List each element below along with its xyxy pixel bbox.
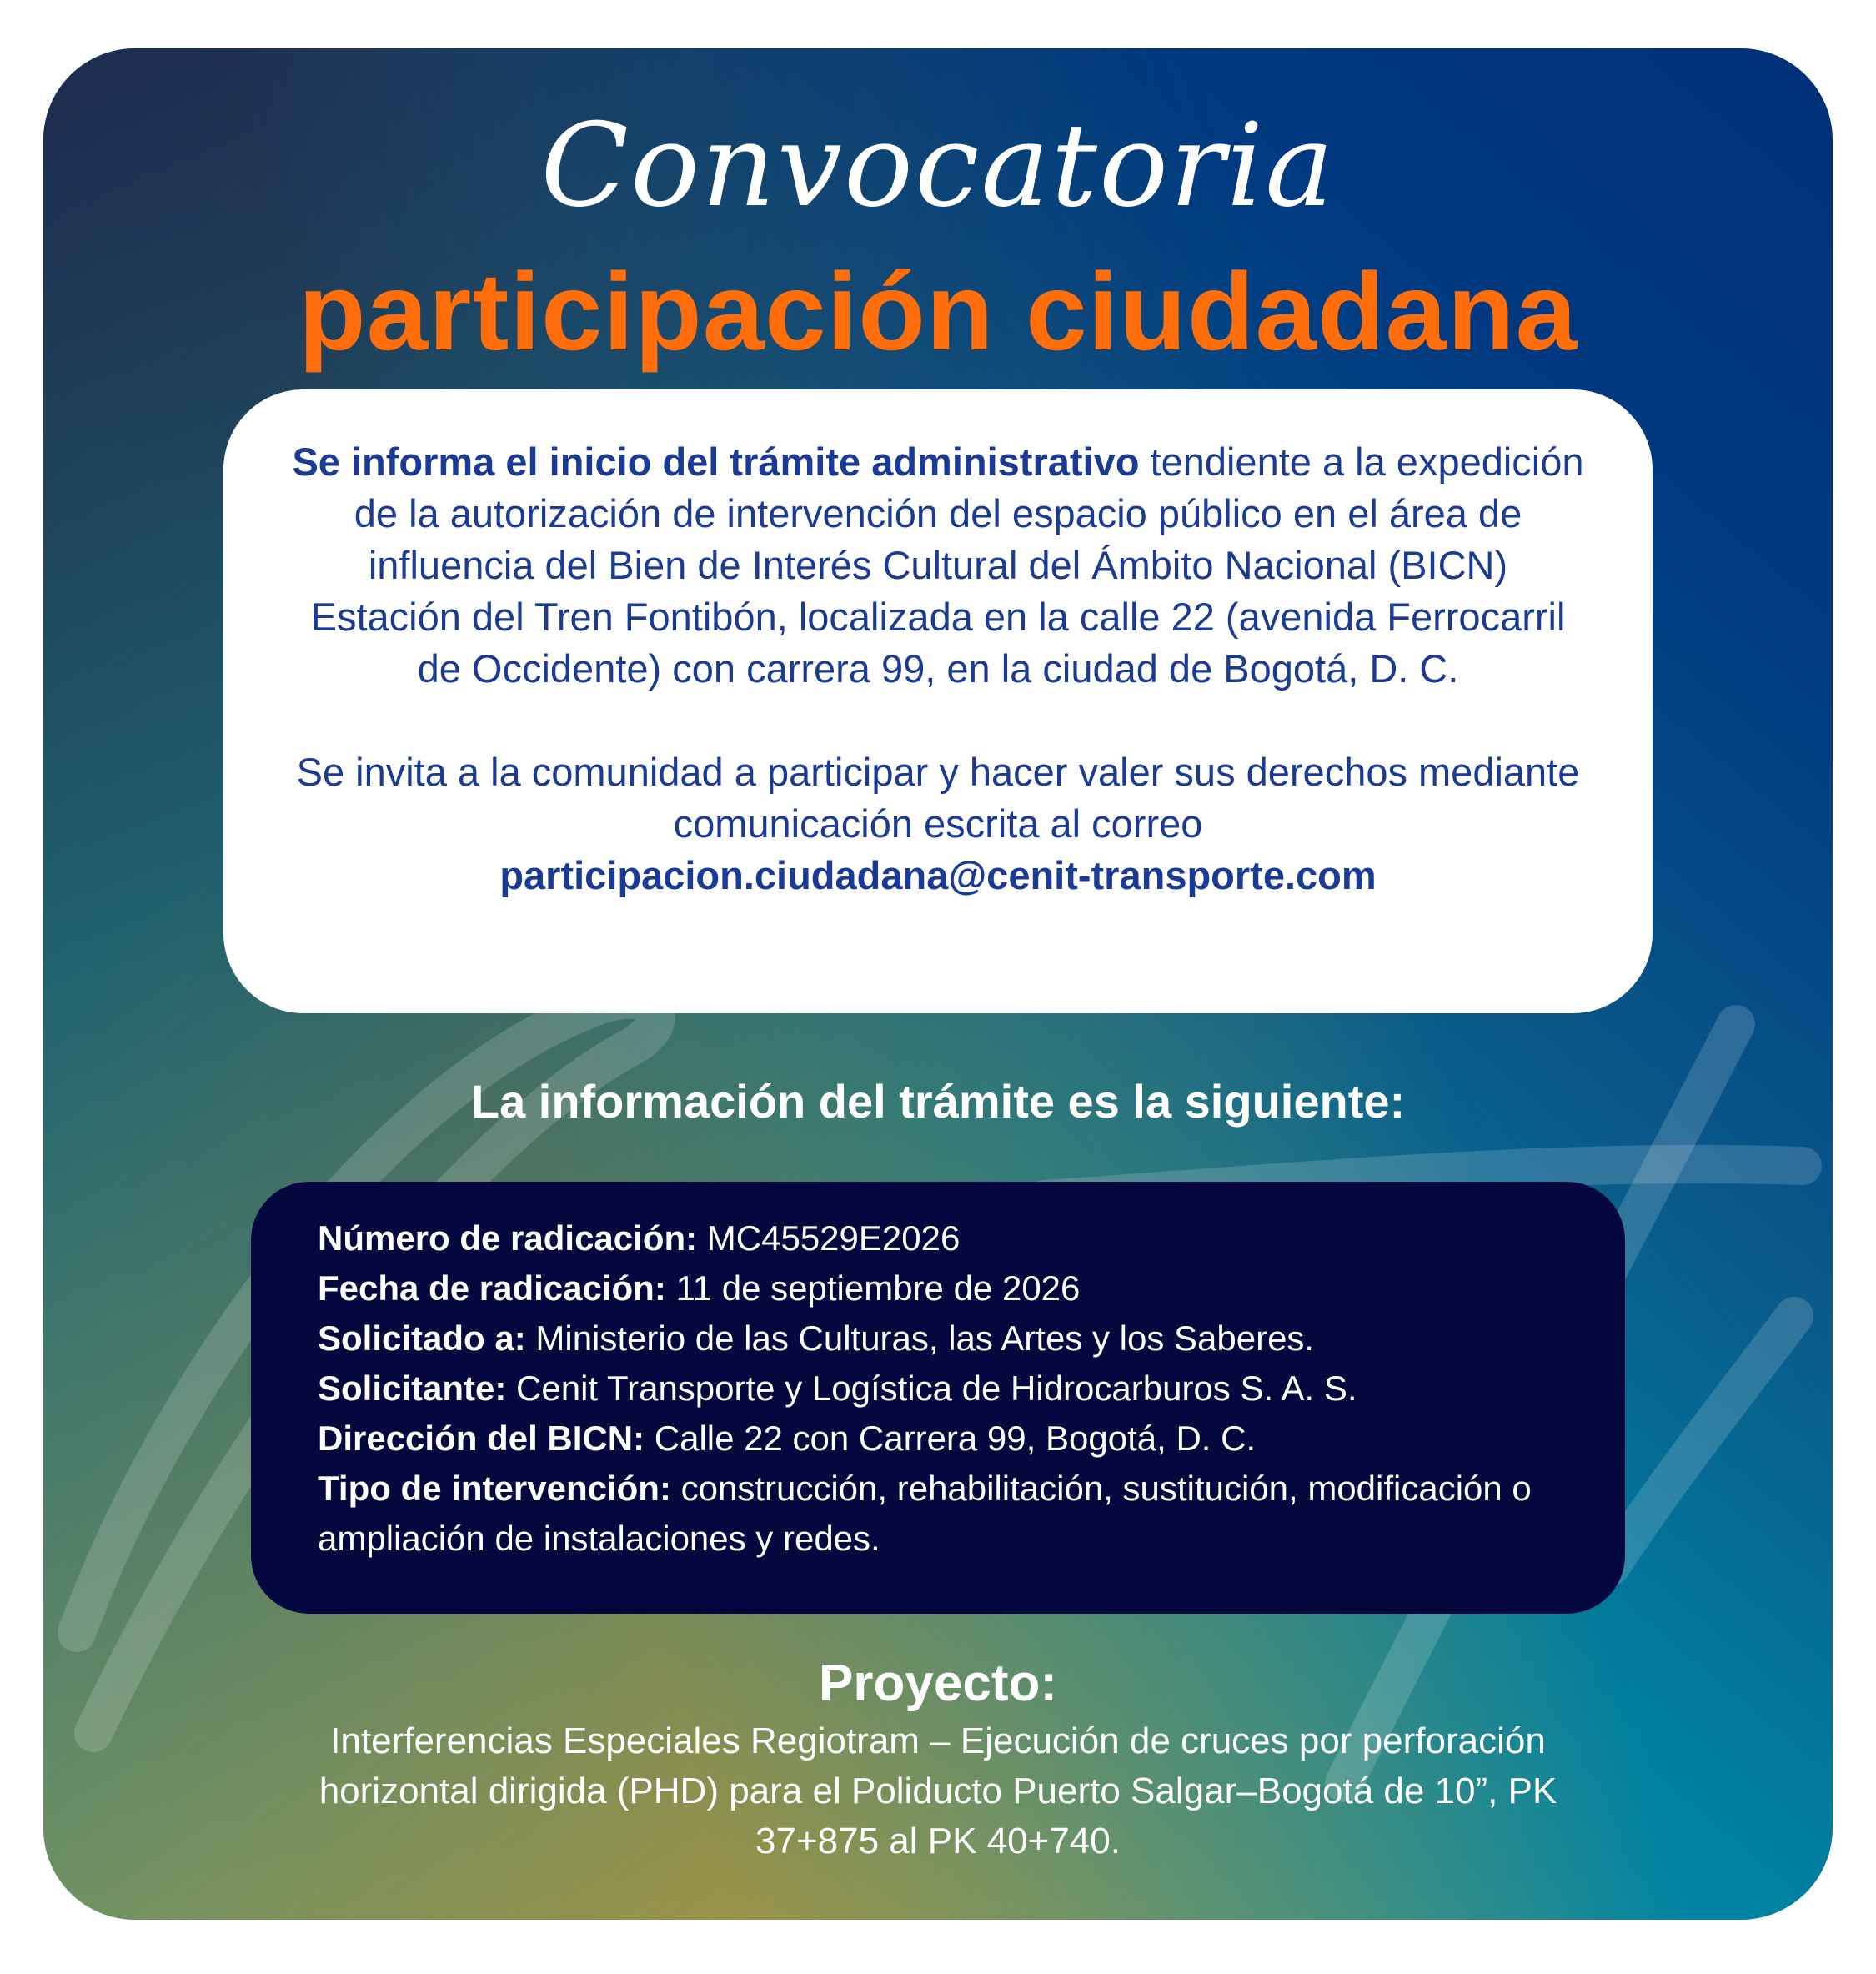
- poster-card: [43, 48, 1833, 1920]
- info-label: Tipo de intervención:: [318, 1469, 671, 1508]
- info-value: Ministerio de las Culturas, las Artes y los Saberes.: [535, 1319, 1315, 1358]
- info-label: Solicitado a:: [318, 1319, 526, 1358]
- info-row: [318, 1263, 1575, 1313]
- info-label: Fecha de radicación:: [318, 1268, 666, 1308]
- info-row: [318, 1414, 1575, 1464]
- notice-body: tendiente a la expedición de la autorización de intervención del espacio público en el área de influencia del Bien de Interés Cultural del Ámbito Nacional (BICN) Estación del Tren Fontibón, localizada en la calle 22 (avenida Ferrocarril de Occidente) con carrera 99, en la ciudad de Bogotá, D. C.: [310, 440, 1584, 691]
- main-title: participación ciudadana: [298, 250, 1578, 373]
- notice-lead: Se informa el inicio del trámite administrativo: [292, 440, 1140, 484]
- invite-text: Se invita a la comunidad a participar y hacer valer sus derechos mediante comunicación escrita al correo: [296, 750, 1580, 846]
- info-row: [318, 1313, 1575, 1364]
- info-value: 11 de septiembre de 2026: [675, 1268, 1081, 1308]
- info-label: Dirección del BICN:: [318, 1419, 645, 1458]
- info-row: [318, 1464, 1575, 1564]
- info-row: [318, 1364, 1575, 1414]
- script-title: Convocatoria: [540, 98, 1336, 233]
- info-row: [318, 1213, 1575, 1263]
- notice-box: [223, 389, 1653, 1013]
- info-value: Cenit Transporte y Logística de Hidrocarburos S. A. S.: [516, 1369, 1357, 1408]
- project-description: Interferencias Especiales Regiotram – Ejecución de cruces por perforación horizontal dirigida (PHD) para el Poliducto Puerto Salgar–Bogotá de 10”, PK 37+875 al PK 40+740.: [319, 1720, 1557, 1861]
- info-value: construcción, rehabilitación, sustitución, modificación o ampliación de instalaciones y redes.: [318, 1469, 1532, 1558]
- notice-paragraph: [290, 436, 1586, 695]
- info-value: Calle 22 con Carrera 99, Bogotá, D. C.: [654, 1419, 1257, 1458]
- info-value: MC45529E2026: [706, 1218, 961, 1258]
- info-heading: La información del trámite es la siguiente:: [470, 1075, 1406, 1128]
- info-label: Solicitante:: [318, 1369, 507, 1408]
- project-title: Proyecto:: [819, 1655, 1057, 1712]
- info-box: [251, 1182, 1625, 1614]
- info-label: Número de radicación:: [318, 1218, 698, 1258]
- invite-paragraph: [290, 746, 1586, 902]
- contact-email-link[interactable]: participacion.ciudadana@cenit-transporte.com: [499, 853, 1377, 897]
